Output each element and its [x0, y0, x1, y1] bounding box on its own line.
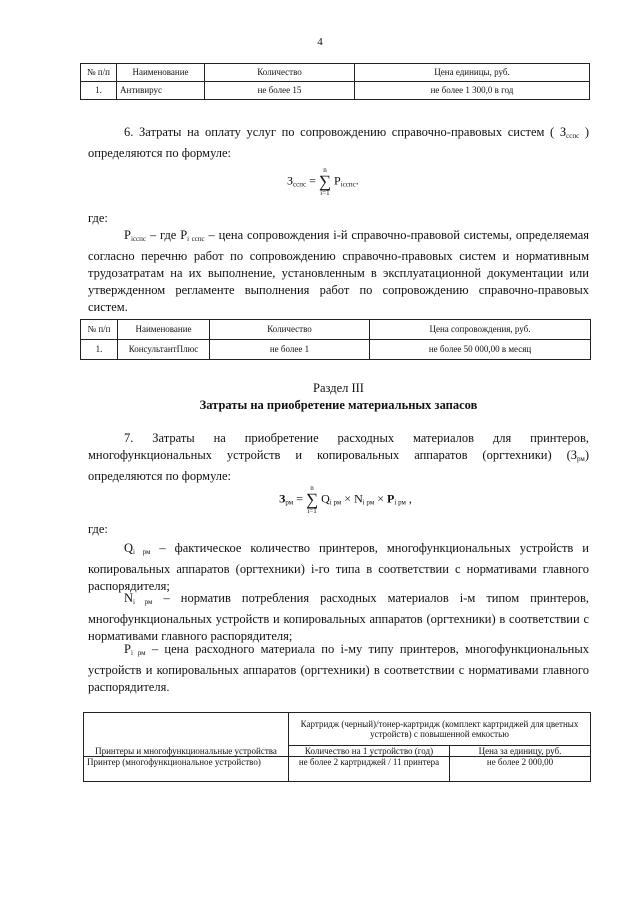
table-cell: не более 1 300,0 в год	[355, 82, 590, 100]
table-header: Наименование	[118, 320, 210, 340]
table-header: № п/п	[81, 320, 118, 340]
table-cell: 1.	[81, 82, 117, 100]
antivirus-table	[80, 63, 590, 100]
table-header: Цена сопровождения, руб.	[370, 320, 591, 340]
where-label-1: где:	[88, 211, 108, 225]
table-header: Принтеры и многофункциональные устройства	[84, 713, 289, 757]
table-row	[81, 340, 591, 360]
formula-sspc: $З_{сспс} = n$ ∑ i=1 $P_{iсспс}$.	[287, 166, 359, 197]
section6-paragraph: 6. Затраты на оплату услуг по сопровождению справочно-правовых систем ( $З_{сспс}$ ) определяются по формуле:	[88, 125, 590, 160]
table-cell: не более 2 000,00	[450, 757, 591, 782]
formula-rm: $З_{рм} = n$ ∑ i=1 $Q_{i рм} \times N_{i рм} \times P_{i рм}$ ,	[279, 484, 412, 515]
table-header: Количество	[205, 64, 355, 82]
def-p: $P_{i рм}$ – цена расходного материала по i-му типу принтеров, многофункциональных устройств и копировальных аппаратов (оргтехники) в соответствии с нормативами главного распорядителя.	[88, 642, 589, 694]
table-header: Наименование	[117, 64, 205, 82]
section-subtitle: Затраты на приобретение материальных запасов	[199, 398, 478, 412]
table-cell: не более 2 картриджей / 11 принтера	[289, 757, 450, 782]
table-cell: 1.	[81, 340, 118, 360]
sum-symbol: n ∑ i=1	[318, 166, 331, 197]
table-cell: не более 50 000,00 в месяц	[370, 340, 591, 360]
section6-definition: $P_{iсспс}$ – где $P_{i сспс}$ – цена сопровождения i-й справочно-правовой системы, определяемая согласно перечню работ по сопровождению справочно-правовых систем и нормативным трудозатратам на их выполнение, установленным в эксплуатационной документации или утвержденном регламенте выполнения работ по сопровождению справочно-правовых систем.	[88, 228, 589, 314]
table-cell: не более 15	[205, 82, 355, 100]
def-q: $Q_{i рм}$ – фактическое количество принтеров, многофункциональных устройств и копировальных аппаратов (оргтехники) i-го типа в соответствии с нормативами главного распорядителя;	[88, 541, 589, 593]
cartridge-table	[83, 712, 591, 782]
table-cell: не более 1	[210, 340, 370, 360]
def-n: $N_{i рм}$ – норматив потребления расходных материалов i-м типом принтеров, многофункциональных устройств и копировальных аппаратов (оргтехники) в соответствии с нормативами главного распорядителя;	[88, 591, 589, 643]
table-header: Цена за единицу, руб.	[450, 746, 591, 757]
table-row	[81, 82, 590, 100]
table-cell: Антивирус	[117, 82, 205, 100]
section7-paragraph: 7. Затраты на приобретение расходных материалов для принтеров, многофункциональных устройств и копировальных аппаратов (оргтехники) $(З_{рм})$ определяются по формуле:	[88, 431, 589, 483]
table-header: Цена единицы, руб.	[355, 64, 590, 82]
sum-symbol: n ∑ i=1	[305, 484, 319, 515]
table-header: Картридж (черный)/тонер-картридж (комплект картриджей для цветных устройств) с повышенной емкостью	[289, 713, 591, 746]
table-header: № п/п	[81, 64, 117, 82]
table-cell: КонсультантПлюс	[118, 340, 210, 360]
legal-system-table	[80, 319, 591, 360]
table-row	[84, 757, 591, 782]
where-label-2: где:	[88, 522, 108, 536]
section-title: Раздел III	[313, 381, 364, 395]
table-cell: Принтер (многофункциональное устройство)	[84, 757, 289, 782]
table-header: Количество	[210, 320, 370, 340]
page-number: 4	[317, 36, 323, 48]
table-header: Количество на 1 устройство (год)	[289, 746, 450, 757]
